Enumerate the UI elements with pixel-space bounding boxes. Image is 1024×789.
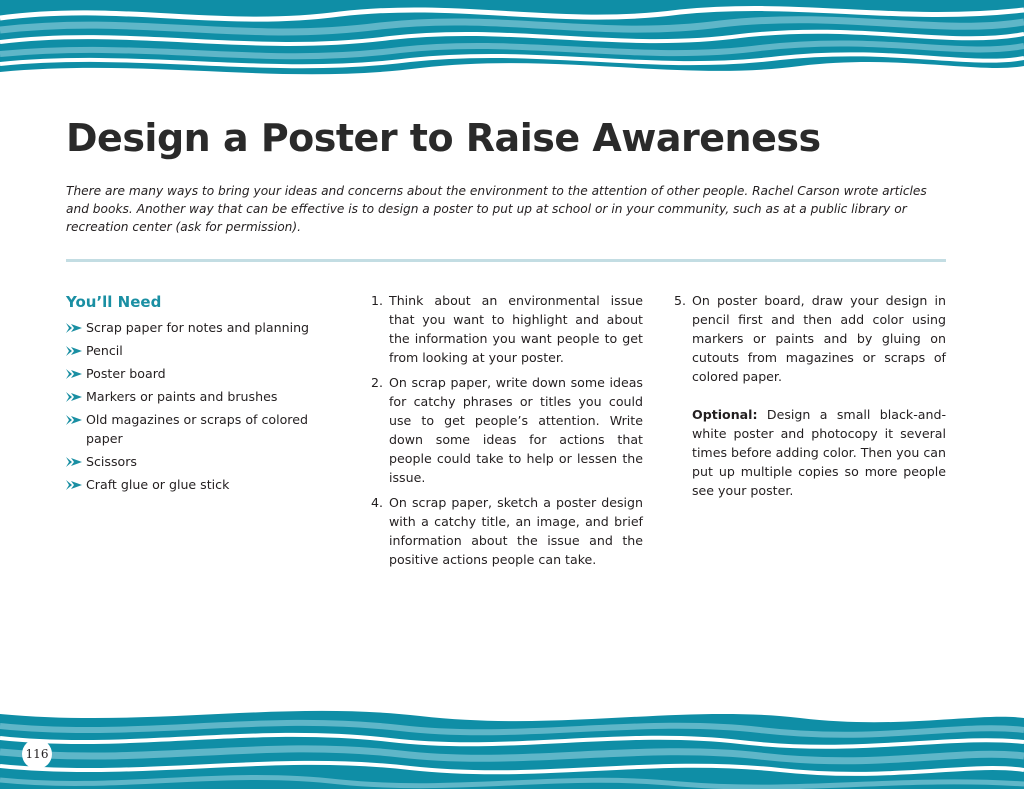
arrow-icon [66,368,86,380]
steps-list-middle [371,291,643,575]
arrow-icon [66,456,86,468]
arrow-icon [66,322,86,334]
step-number: 4. [371,495,384,510]
youll-need-heading: You’ll Need [66,293,162,311]
arrow-icon [66,479,86,491]
optional-note [692,405,946,500]
page-title: Design a Poster to Raise Awareness [66,116,821,160]
step-item [674,291,946,386]
youll-need-list [66,318,316,498]
list-item [66,318,316,337]
list-item [66,475,316,494]
list-item-label: Markers or paints and brushes [86,389,278,404]
top-wave-border [0,0,1024,86]
intro-paragraph: There are many ways to bring your ideas and concerns about the environment to the attention of other people. Rachel Carson wrote articles and books. Another way that can be effective is to design a poster to put up at school or in your community, such as at a public library or recreation center (ask for permission). [66,184,927,234]
step-text: On scrap paper, sketch a poster design with a catchy title, an image, and brief information about the issue and the positive actions people can take. [389,495,643,567]
list-item [66,387,316,406]
optional-label: Optional: [692,407,758,422]
list-item-label: Craft glue or glue stick [86,477,230,492]
list-item-label: Scrap paper for notes and planning [86,320,310,335]
optional-text: Design a small black-and-white poster and photocopy it several times before adding color. Then you can put up multiple copies so more people see your poster. [692,407,946,498]
arrow-icon [66,345,86,357]
list-item-label: Old magazines or scraps of colored paper [86,412,308,446]
steps-list-right [674,291,946,392]
list-item [66,452,316,471]
list-item [66,341,316,360]
bottom-wave-border [0,700,1024,789]
list-item [66,364,316,383]
step-text: Think about an environmental issue that you want to highlight and about the information you want people to get from looking at your poster. [389,293,643,365]
step-number: 1. [371,293,384,308]
step-number: 5. [674,293,687,308]
step-text: On poster board, draw your design in pencil first and then add color using markers or paints and by gluing on cutouts from magazines or scraps of colored paper. [692,293,946,384]
section-divider [66,259,946,262]
arrow-icon [66,414,86,426]
step-item [371,291,643,367]
step-number: 2. [371,375,384,390]
step-text: On scrap paper, write down some ideas for catchy phrases or titles you could use to get people’s attention. Write down some ideas for actions that people could take to help or lessen the issue. [389,375,643,485]
page-number: 116 [22,739,52,769]
arrow-icon [66,391,86,403]
list-item-label: Pencil [86,343,123,358]
list-item-label: Poster board [86,366,166,381]
list-item [66,410,316,448]
list-item-label: Scissors [86,454,137,469]
step-item [371,493,643,569]
step-item [371,373,643,487]
